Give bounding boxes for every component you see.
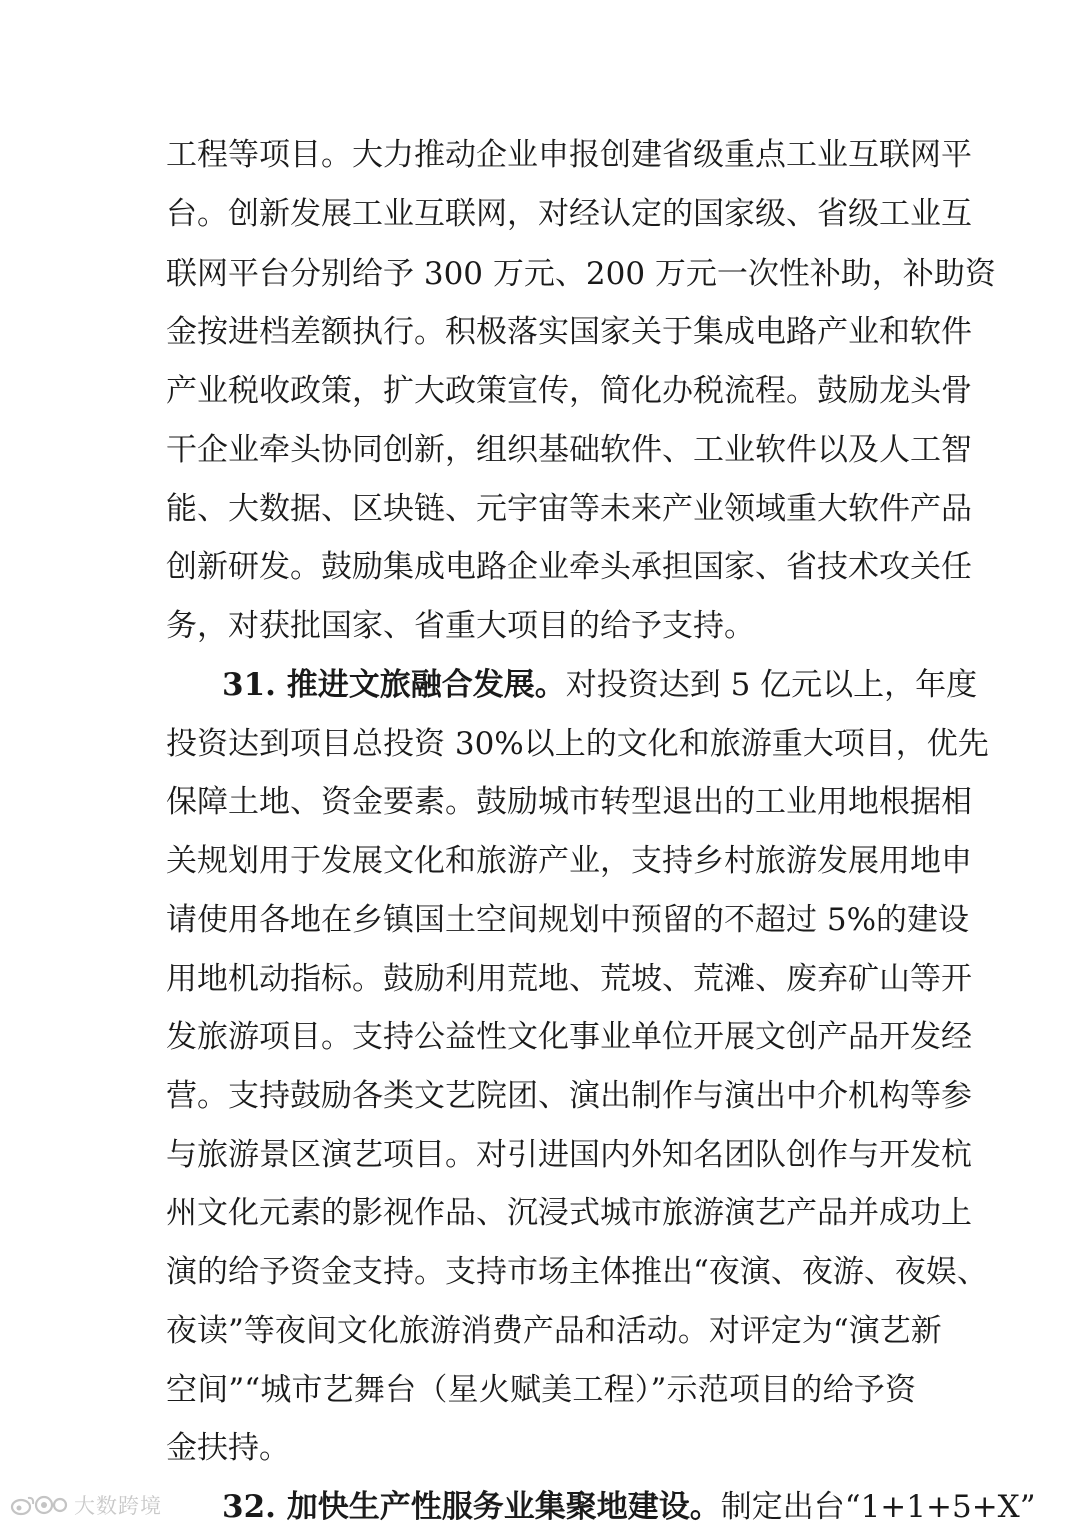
section-body-text: 对投资达到 5 亿元以上，年度	[565, 667, 978, 703]
watermark	[10, 1490, 162, 1520]
text-line: 金扶持。	[166, 1430, 290, 1466]
section-32-heading-line	[166, 1482, 1036, 1532]
text-line: 用地机动指标。鼓励利用荒地、荒坡、荒滩、废弃矿山等开	[166, 961, 972, 997]
text-line: 创新研发。鼓励集成电路企业牵头承担国家、省技术攻关任	[166, 549, 972, 585]
watermark-text: 大数跨境	[74, 1494, 162, 1518]
text-line: 联网平台分别给予 300 万元、200 万元一次性补助，补助资	[166, 256, 996, 292]
text-line: 投资达到项目总投资 30%以上的文化和旅游重大项目，优先	[166, 726, 989, 762]
text-line: 演的给予资金支持。支持市场主体推出“夜演、夜游、夜娱、	[166, 1254, 988, 1290]
weibo-logo-icon	[10, 1493, 68, 1517]
text-line: 干企业牵头协同创新，组织基础软件、工业软件以及人工智	[166, 432, 972, 468]
section-31-heading-line	[166, 660, 978, 710]
text-line: 夜读”等夜间文化旅游消费产品和活动。对评定为“演艺新	[166, 1313, 942, 1349]
section-heading: 31. 推进文旅融合发展。	[222, 667, 566, 703]
text-line: 营。支持鼓励各类文艺院团、演出制作与演出中介机构等参	[166, 1078, 972, 1114]
text-line: 工程等项目。大力推动企业申报创建省级重点工业互联网平	[166, 137, 972, 173]
text-line: 发旅游项目。支持公益性文化事业单位开展文创产品开发经	[166, 1019, 972, 1055]
text-line: 请使用各地在乡镇国土空间规划中预留的不超过 5%的建设	[166, 902, 970, 938]
text-line: 关规划用于发展文化和旅游产业，支持乡村旅游发展用地申	[166, 843, 972, 879]
section-body-text: 制定出台“1+1+5+X”	[720, 1489, 1036, 1525]
text-line: 空间”“城市艺舞台（星火赋美工程）”示范项目的给予资	[166, 1372, 916, 1408]
text-line: 金按进档差额执行。积极落实国家关于集成电路产业和软件	[166, 314, 972, 350]
section-heading: 32. 加快生产性服务业集聚地建设。	[222, 1489, 721, 1525]
text-line: 与旅游景区演艺项目。对引进国内外知名团队创作与开发杭	[166, 1137, 972, 1173]
text-line: 台。创新发展工业互联网，对经认定的国家级、省级工业互	[166, 196, 972, 232]
text-line: 能、大数据、区块链、元宇宙等未来产业领域重大软件产品	[166, 491, 972, 527]
text-line: 产业税收政策，扩大政策宣传，简化办税流程。鼓励龙头骨	[166, 373, 972, 409]
text-line: 保障土地、资金要素。鼓励城市转型退出的工业用地根据相	[166, 784, 972, 820]
text-line: 州文化元素的影视作品、沉浸式城市旅游演艺产品并成功上	[166, 1195, 972, 1231]
text-line: 务，对获批国家、省重大项目的给予支持。	[166, 608, 755, 644]
